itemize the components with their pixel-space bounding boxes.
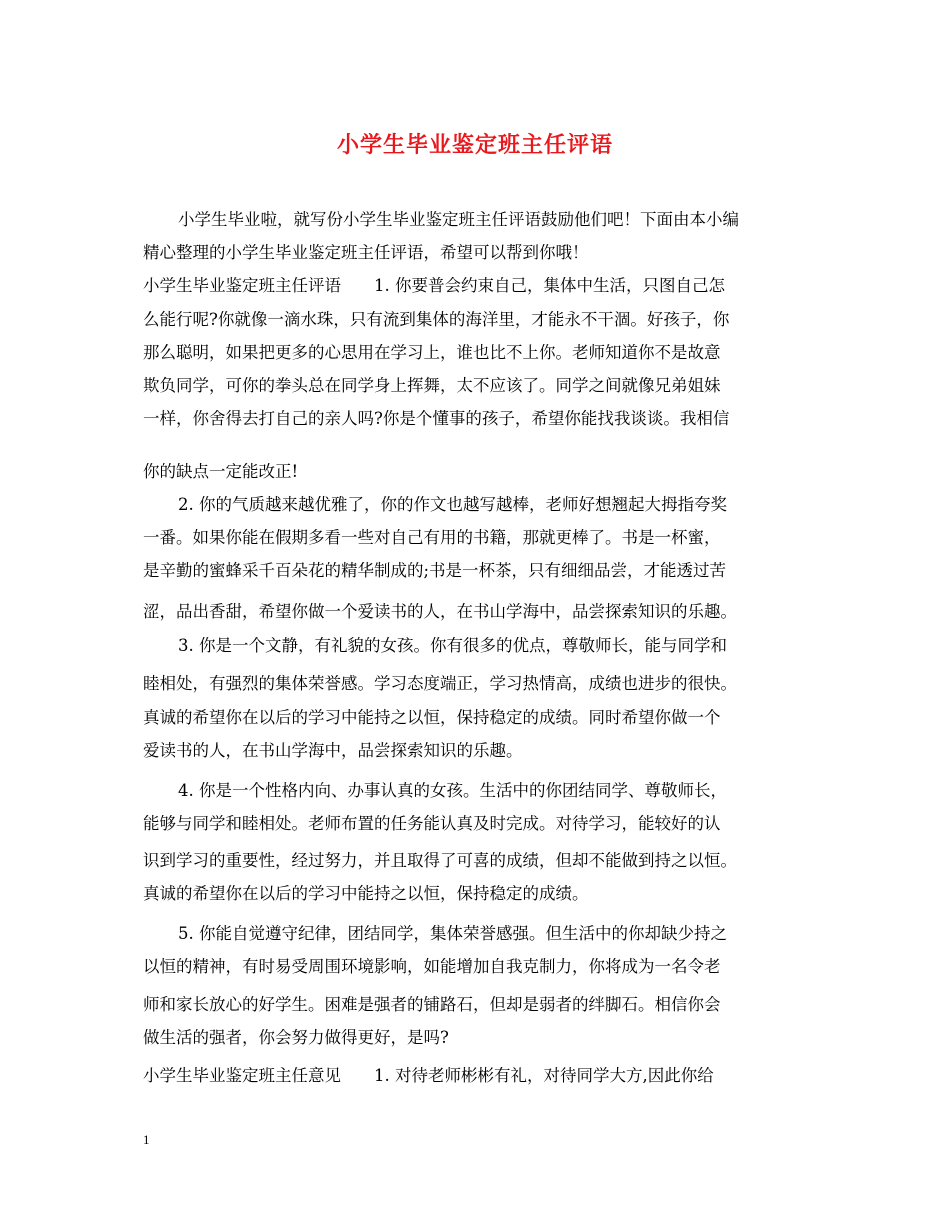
- text-line: 识到学习的重要性，经过努力，并且取得了可喜的成绩，但却不能做到持之以恒。: [143, 851, 737, 870]
- text-line: 真诚的希望你在以后的学习中能持之以恒，保持稳定的成绩。: [143, 884, 589, 903]
- text-line: 一番。如果你能在假期多看一些对自己有用的书籍，那就更棒了。书是一杯蜜，: [143, 528, 721, 547]
- text-line: 小学生毕业鉴定班主任意见 1. 对待老师彬彬有礼，对待同学大方,因此你给: [143, 1066, 714, 1085]
- text-line: 师和家长放心的好学生。困难是强者的铺路石，但却是弱者的绊脚石。相信你会: [143, 995, 721, 1014]
- document-title: 小学生毕业鉴定班主任评语: [336, 132, 613, 158]
- text-line: 3. 你是一个文静，有礼貌的女孩。你有很多的优点，尊敬师长，能与同学和: [178, 636, 727, 655]
- text-line: 你的缺点一定能改正!: [143, 462, 299, 481]
- text-line: 精心整理的小学生毕业鉴定班主任评语，希望可以帮到你哦！: [143, 243, 589, 262]
- text-line: 4. 你是一个性格内向、办事认真的女孩。生活中的你团结同学、尊敬师长，: [178, 781, 727, 800]
- page-number: 1: [143, 1132, 150, 1147]
- text-line: 小学生毕业啦，就写份小学生毕业鉴定班主任评语鼓励他们吧！下面由本小编: [178, 210, 739, 229]
- text-line: 那么聪明，如果把更多的心思用在学习上，谁也比不上你。老师知道你不是故意: [143, 343, 721, 362]
- text-line: 能够与同学和睦相处。老师布置的任务能认真及时完成。对待学习，能较好的认: [143, 814, 721, 833]
- text-line: 涩，品出香甜，希望你做一个爱读书的人，在书山学海中，品尝探索知识的乐趣。: [143, 602, 737, 621]
- text-line: 做生活的强者，你会努力做得更好，是吗?: [143, 1028, 449, 1047]
- text-line: 小学生毕业鉴定班主任评语 1. 你要普会约束自己，集体中生活，只图自己怎: [143, 276, 725, 295]
- text-line: 5. 你能自觉遵守纪律，团结同学，集体荣誉感强。但生活中的你却缺少持之: [178, 924, 727, 943]
- text-line: 么能行呢?你就像一滴水珠，只有流到集体的海洋里，才能永不干涸。好孩子，你: [143, 310, 730, 329]
- text-line: 睦相处，有强烈的集体荣誉感。学习态度端正，学习热情高，成绩也进步的很快。: [143, 674, 737, 693]
- text-line: 以恒的精神，有时易受周围环境影响，如能增加自我克制力，你将成为一名令老: [143, 957, 721, 976]
- text-line: 欺负同学，可你的拳头总在同学身上挥舞，太不应该了。同学之间就像兄弟姐妹: [143, 376, 721, 395]
- text-line: 一样，你舍得去打自己的亲人吗?你是个懂事的孩子，希望你能找我谈谈。我相信: [143, 409, 730, 428]
- text-line: 爱读书的人，在书山学海中，品尝探索知识的乐趣。: [143, 741, 523, 760]
- text-line: 2. 你的气质越来越优雅了，你的作文也越写越棒，老师好想翘起大拇指夸奖: [178, 495, 727, 514]
- text-line: 是辛勤的蜜蜂采千百朵花的精华制成的;书是一杯茶，只有细细品尝，才能透过苦: [143, 561, 727, 580]
- text-line: 真诚的希望你在以后的学习中能持之以恒，保持稳定的成绩。同时希望你做一个: [143, 708, 721, 727]
